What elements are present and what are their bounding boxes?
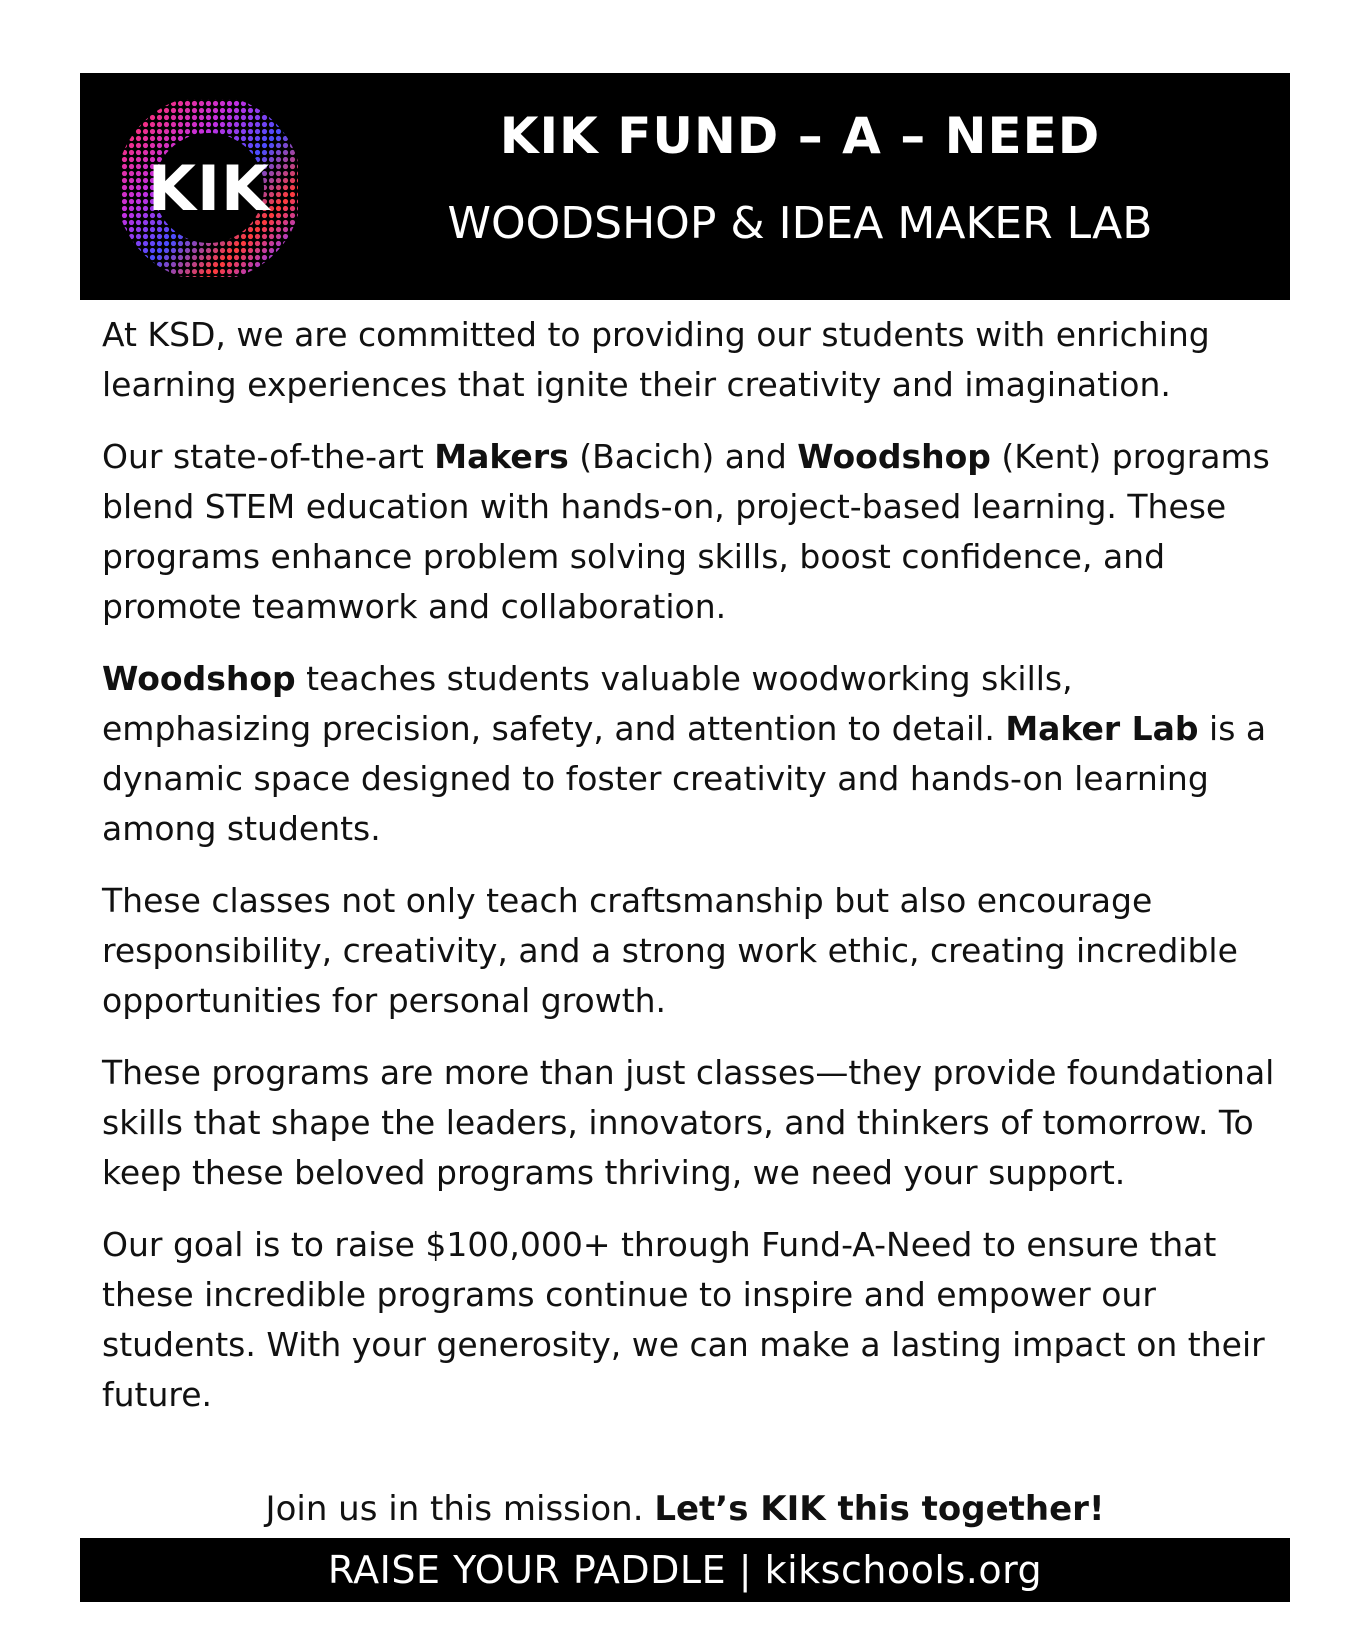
- kik-logo: [114, 93, 304, 283]
- woodshop-bold: Woodshop: [797, 437, 991, 476]
- page-title: KIK FUND – A – NEED: [499, 107, 1101, 165]
- body-content: [102, 310, 1292, 1442]
- join-line: [80, 1484, 1290, 1534]
- footer-banner: [80, 1538, 1290, 1602]
- header-banner: [80, 73, 1290, 300]
- paragraph-support: These programs are more than just classes—they provide foundational skills that shape the leaders, innovators, and thinkers of tomorrow. To keep these beloved programs thriving, we need your support.: [102, 1053, 1275, 1192]
- join-text: Join us in this mission.: [265, 1489, 655, 1529]
- makers-bold: Makers: [434, 437, 569, 476]
- text-segment: is a dynamic space designed to foster creativity and hands-on learning among students.: [102, 709, 1267, 848]
- text-segment: (Kent) programs blend STEM education with hands-on, project-based learning. These programs enhance problem solving skills, boost confidence, and promote teamwork and collaboration.: [102, 437, 1270, 626]
- paragraph-classes: These classes not only teach craftsmanship but also encourage responsibility, creativity, and a strong work ethic, creating incredible opportunities for personal growth.: [102, 881, 1238, 1020]
- logo-text: KIK: [147, 151, 271, 225]
- paragraph-goal: Our goal is to raise $100,000+ through Fund-A-Need to ensure that these incredible programs continue to inspire and empower our students. With your generosity, we can make a lasting impact on their future.: [102, 1225, 1265, 1414]
- text-segment: teaches students valuable woodworking skills, emphasizing precision, safety, and attention to detail.: [102, 659, 1073, 748]
- paragraph-intro: At KSD, we are committed to providing our students with enriching learning experiences that ignite their creativity and imagination.: [102, 315, 1210, 404]
- join-bold-text: Let’s KIK this together!: [654, 1489, 1105, 1529]
- text-segment: Our state-of-the-art: [102, 437, 435, 476]
- paragraph-programs: [102, 432, 1292, 632]
- woodshop-bold: Woodshop: [102, 659, 296, 698]
- paragraph-woodshop: [102, 654, 1292, 854]
- page-subtitle: WOODSHOP & IDEA MAKER LAB: [447, 198, 1153, 249]
- text-segment: (Bacich) and: [568, 437, 798, 476]
- maker-lab-bold: Maker Lab: [1005, 709, 1199, 748]
- footer-text: RAISE YOUR PADDLE | kikschools.org: [327, 1548, 1043, 1592]
